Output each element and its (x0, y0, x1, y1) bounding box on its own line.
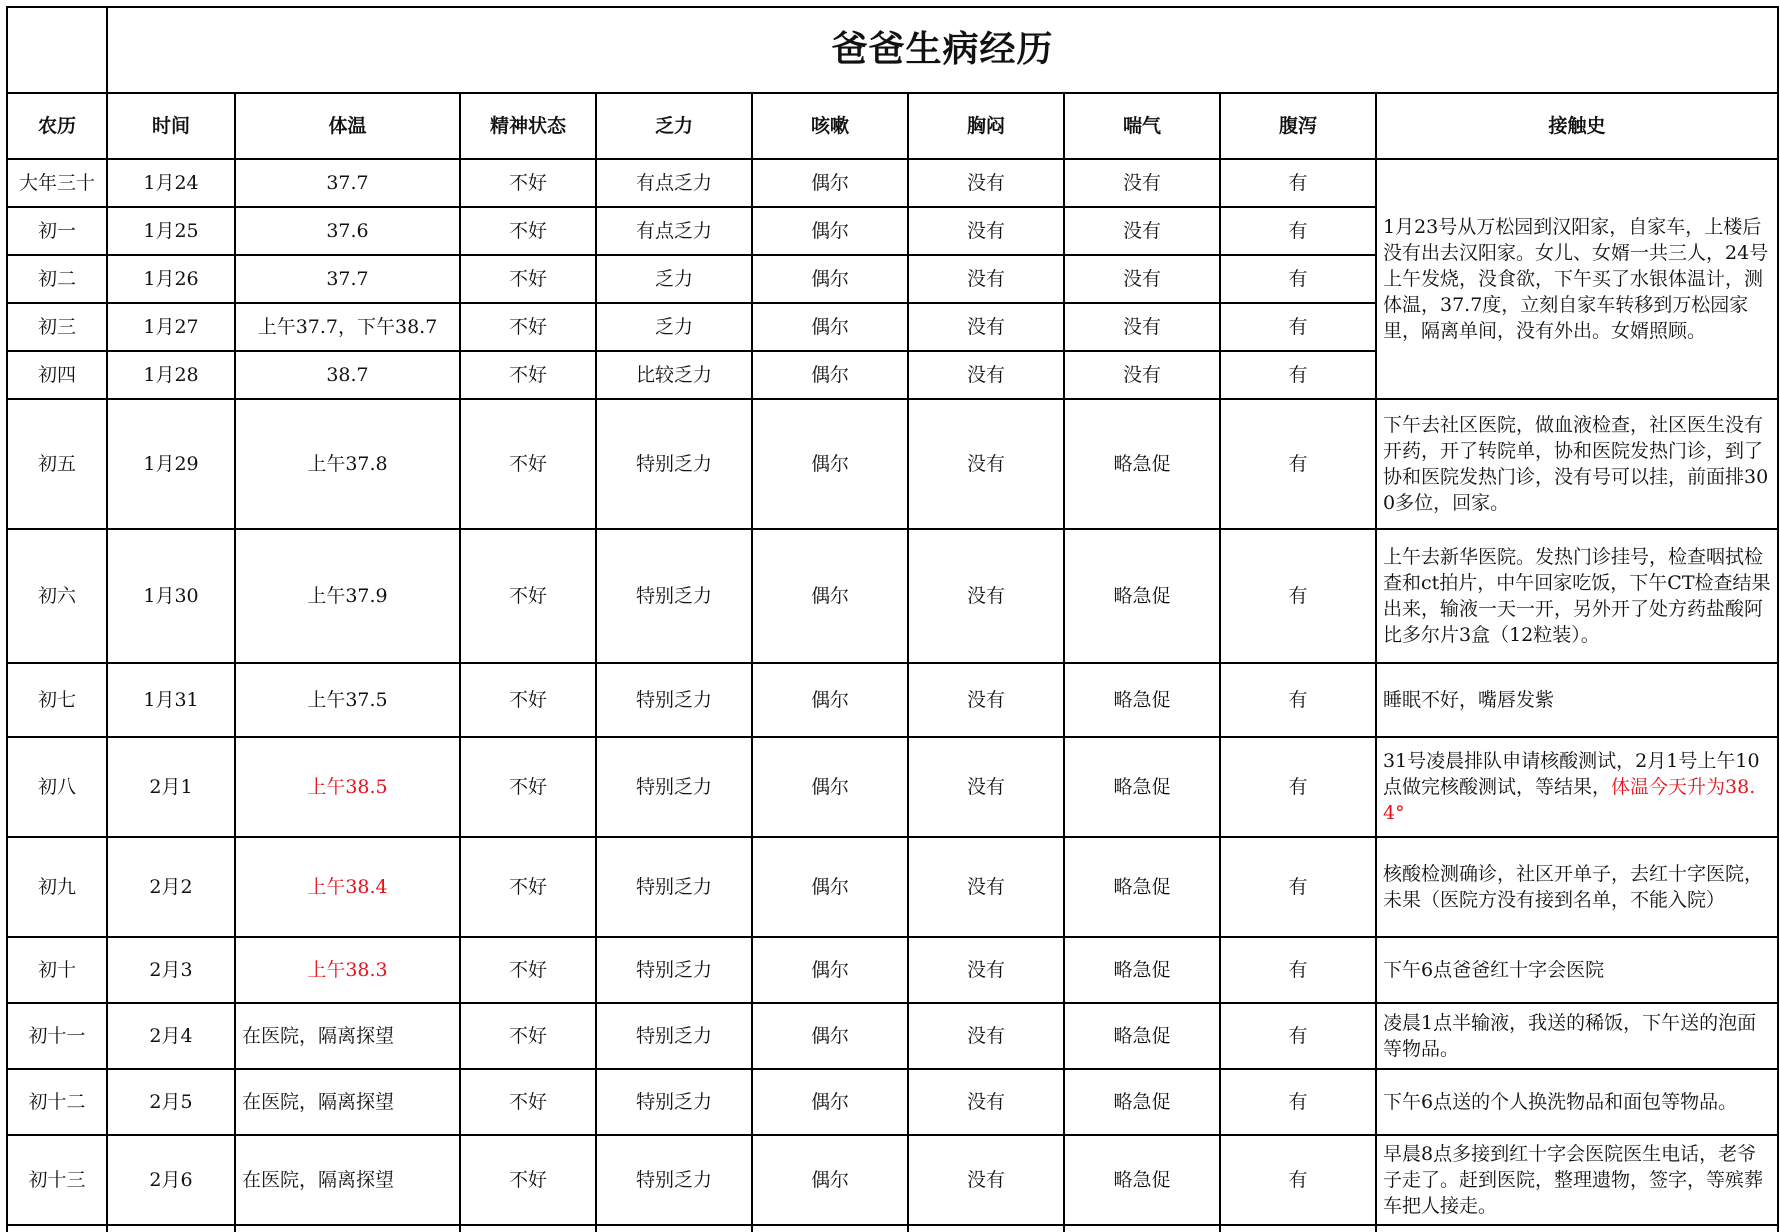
cell-mental[interactable]: 不好 (460, 1003, 596, 1069)
cell-temp[interactable]: 37.7 (235, 255, 460, 303)
cell-empty[interactable] (1064, 1225, 1220, 1232)
header-fatigue[interactable]: 乏力 (596, 93, 752, 159)
cell-mental[interactable]: 不好 (460, 255, 596, 303)
cell-mental[interactable]: 不好 (460, 159, 596, 207)
sheet-title[interactable]: 爸爸生病经历 (107, 7, 1778, 93)
cell-empty[interactable] (107, 1225, 235, 1232)
cell-chest[interactable]: 没有 (908, 255, 1064, 303)
cell-breath[interactable]: 没有 (1064, 351, 1220, 399)
header-chest[interactable]: 胸闷 (908, 93, 1064, 159)
cell-fatigue[interactable]: 特别乏力 (596, 737, 752, 837)
cell-mental[interactable]: 不好 (460, 937, 596, 1003)
cell-contact[interactable]: 睡眠不好，嘴唇发紫 (1376, 663, 1778, 737)
cell-diarrhea[interactable]: 有 (1220, 159, 1376, 207)
cell-diarrhea[interactable]: 有 (1220, 1003, 1376, 1069)
cell-chest[interactable]: 没有 (908, 1069, 1064, 1135)
cell-mental[interactable]: 不好 (460, 837, 596, 937)
cell-breath[interactable]: 没有 (1064, 255, 1220, 303)
cell-contact[interactable]: 下午去社区医院，做血液检查，社区医生没有开药，开了转院单，协和医院发热门诊，到了协和医院发热门诊，没有号可以挂，前面排300多位，回家。 (1376, 399, 1778, 529)
cell-fatigue[interactable]: 特别乏力 (596, 837, 752, 937)
cell-lunar[interactable]: 初六 (7, 529, 107, 663)
cell-contact[interactable]: 1月23号从万松园到汉阳家，自家车，上楼后没有出去汉阳家。女儿、女婿一共三人，24号上午发烧，没食欲，下午买了水银体温计，测体温，37.7度，立刻自家车转移到万松园家里，隔离单间，没有外出。女婿照顾。 (1376, 159, 1778, 399)
cell-diarrhea[interactable]: 有 (1220, 351, 1376, 399)
table-row (7, 529, 1778, 663)
cell-temp[interactable]: 上午37.5 (235, 663, 460, 737)
cell-cough[interactable]: 偶尔 (752, 1135, 908, 1225)
cell-contact[interactable]: 上午去新华医院。发热门诊挂号，检查咽拭检查和ct拍片，中午回家吃饭，下午CT检查结果出来，输液一天一开，另外开了处方药盐酸阿比多尔片3盒（12粒装）。 (1376, 529, 1778, 663)
cell-temp[interactable]: 38.7 (235, 351, 460, 399)
table-row (7, 663, 1778, 737)
cell-breath[interactable]: 略急促 (1064, 1069, 1220, 1135)
cell-fatigue[interactable]: 有点乏力 (596, 207, 752, 255)
cell-lunar[interactable]: 初二 (7, 255, 107, 303)
cell-fatigue[interactable]: 特别乏力 (596, 663, 752, 737)
cell-cough[interactable]: 偶尔 (752, 159, 908, 207)
cell-chest[interactable]: 没有 (908, 663, 1064, 737)
cell-cough[interactable]: 偶尔 (752, 529, 908, 663)
cell-mental[interactable]: 不好 (460, 303, 596, 351)
cell-lunar[interactable]: 初一 (7, 207, 107, 255)
cell-chest[interactable]: 没有 (908, 303, 1064, 351)
cell-temp[interactable]: 上午38.4 (235, 837, 460, 937)
cell-lunar[interactable]: 初十二 (7, 1069, 107, 1135)
cell-breath[interactable]: 没有 (1064, 303, 1220, 351)
cell-diarrhea[interactable]: 有 (1220, 937, 1376, 1003)
cell-date[interactable]: 1月31 (107, 663, 235, 737)
cell-chest[interactable]: 没有 (908, 1135, 1064, 1225)
cell-temp[interactable]: 在医院，隔离探望 (235, 1069, 460, 1135)
cell-lunar[interactable]: 初十三 (7, 1135, 107, 1225)
cell-cough[interactable]: 偶尔 (752, 837, 908, 937)
cell-diarrhea[interactable]: 有 (1220, 399, 1376, 529)
cell-date[interactable]: 1月24 (107, 159, 235, 207)
cell-chest[interactable]: 没有 (908, 399, 1064, 529)
cell-breath[interactable]: 略急促 (1064, 837, 1220, 937)
cell-fatigue[interactable]: 特别乏力 (596, 1069, 752, 1135)
cell-lunar[interactable]: 初十 (7, 937, 107, 1003)
cell-chest[interactable]: 没有 (908, 837, 1064, 937)
cell-fatigue[interactable]: 乏力 (596, 303, 752, 351)
header-breath[interactable]: 喘气 (1064, 93, 1220, 159)
cell-breath[interactable]: 略急促 (1064, 937, 1220, 1003)
header-temp[interactable]: 体温 (235, 93, 460, 159)
illness-record-table (6, 6, 1779, 1232)
cell-mental[interactable]: 不好 (460, 1069, 596, 1135)
cell-breath[interactable]: 没有 (1064, 207, 1220, 255)
table-row (7, 1069, 1778, 1135)
cell-contact[interactable]: 凌晨1点半输液，我送的稀饭，下午送的泡面等物品。 (1376, 1003, 1778, 1069)
cell-cough[interactable]: 偶尔 (752, 255, 908, 303)
cell-date[interactable]: 1月25 (107, 207, 235, 255)
table-row (7, 399, 1778, 529)
cell-breath[interactable]: 略急促 (1064, 663, 1220, 737)
header-diarrhea[interactable]: 腹泻 (1220, 93, 1376, 159)
cell-temp[interactable]: 上午38.5 (235, 737, 460, 837)
cell-empty[interactable] (908, 1225, 1064, 1232)
cell-diarrhea[interactable]: 有 (1220, 837, 1376, 937)
cell-empty[interactable] (235, 1225, 460, 1232)
table-row (7, 159, 1778, 207)
cell-breath[interactable]: 略急促 (1064, 1135, 1220, 1225)
cell-fatigue[interactable]: 比较乏力 (596, 351, 752, 399)
cell-diarrhea[interactable]: 有 (1220, 737, 1376, 837)
cell-cough[interactable]: 偶尔 (752, 737, 908, 837)
cell-empty[interactable] (752, 1225, 908, 1232)
table-row (7, 1003, 1778, 1069)
cell-breath[interactable]: 略急促 (1064, 399, 1220, 529)
cell-fatigue[interactable]: 特别乏力 (596, 1135, 752, 1225)
table-row (7, 937, 1778, 1003)
cell-fatigue[interactable]: 特别乏力 (596, 529, 752, 663)
cell-temp[interactable]: 37.6 (235, 207, 460, 255)
contact-text: 31号凌晨排队申请核酸测试，2月1号上午10点做完核酸测试，等结果， (1383, 750, 1760, 798)
cell-lunar[interactable]: 初三 (7, 303, 107, 351)
cell-date[interactable]: 1月30 (107, 529, 235, 663)
cell-mental[interactable]: 不好 (460, 1135, 596, 1225)
cell-cough[interactable]: 偶尔 (752, 399, 908, 529)
cell-empty[interactable] (1220, 1225, 1376, 1232)
cell-breath[interactable]: 略急促 (1064, 737, 1220, 837)
cell-chest[interactable]: 没有 (908, 351, 1064, 399)
header-date[interactable]: 时间 (107, 93, 235, 159)
cell-mental[interactable]: 不好 (460, 737, 596, 837)
cell-date[interactable]: 2月2 (107, 837, 235, 937)
cell-temp[interactable]: 37.7 (235, 159, 460, 207)
cell-date[interactable]: 2月5 (107, 1069, 235, 1135)
cell-mental[interactable]: 不好 (460, 663, 596, 737)
cell-chest[interactable]: 没有 (908, 737, 1064, 837)
cell-temp[interactable]: 在医院，隔离探望 (235, 1003, 460, 1069)
cell-chest[interactable]: 没有 (908, 529, 1064, 663)
spreadsheet (6, 6, 1779, 1232)
contact-highlight-text: 体温今天升为38.4° (1383, 776, 1756, 824)
cell-fatigue[interactable]: 特别乏力 (596, 1003, 752, 1069)
cell-cough[interactable]: 偶尔 (752, 1069, 908, 1135)
cell-temp[interactable]: 上午37.8 (235, 399, 460, 529)
cell-contact[interactable]: 下午6点送的个人换洗物品和面包等物品。 (1376, 1069, 1778, 1135)
cell-fatigue[interactable]: 特别乏力 (596, 937, 752, 1003)
cell-fatigue[interactable]: 乏力 (596, 255, 752, 303)
cell-diarrhea[interactable]: 有 (1220, 529, 1376, 663)
cell-fatigue[interactable]: 有点乏力 (596, 159, 752, 207)
cell-chest[interactable]: 没有 (908, 207, 1064, 255)
cell-empty[interactable] (460, 1225, 596, 1232)
cell-cough[interactable]: 偶尔 (752, 207, 908, 255)
cell-temp[interactable]: 上午38.3 (235, 937, 460, 1003)
cell-mental[interactable]: 不好 (460, 529, 596, 663)
cell-lunar[interactable]: 初七 (7, 663, 107, 737)
cell-date[interactable]: 1月27 (107, 303, 235, 351)
cell-mental[interactable]: 不好 (460, 207, 596, 255)
cell-diarrhea[interactable]: 有 (1220, 207, 1376, 255)
cell-temp[interactable]: 上午37.7，下午38.7 (235, 303, 460, 351)
cell-contact[interactable]: 早晨8点多接到红十字会医院医生电话，老爷子走了。赶到医院，整理遗物，签字，等殡葬车把人接走。 (1376, 1135, 1778, 1225)
cell-cough[interactable]: 偶尔 (752, 937, 908, 1003)
cell-diarrhea[interactable]: 有 (1220, 1069, 1376, 1135)
cell-lunar[interactable]: 初八 (7, 737, 107, 837)
cell-date[interactable]: 2月3 (107, 937, 235, 1003)
cell-chest[interactable]: 没有 (908, 937, 1064, 1003)
cell-diarrhea[interactable]: 有 (1220, 303, 1376, 351)
cell-cough[interactable]: 偶尔 (752, 351, 908, 399)
cell-diarrhea[interactable]: 有 (1220, 663, 1376, 737)
cell-temp[interactable]: 在医院，隔离探望 (235, 1135, 460, 1225)
cell-empty[interactable] (596, 1225, 752, 1232)
cell-breath[interactable]: 略急促 (1064, 1003, 1220, 1069)
cell-contact[interactable]: 下午6点爸爸红十字会医院 (1376, 937, 1778, 1003)
table-row (7, 1135, 1778, 1225)
cell-diarrhea[interactable]: 有 (1220, 1135, 1376, 1225)
cell-date[interactable]: 2月6 (107, 1135, 235, 1225)
cell-temp[interactable]: 上午37.9 (235, 529, 460, 663)
cell-chest[interactable]: 没有 (908, 1003, 1064, 1069)
cell-contact[interactable] (1376, 737, 1778, 837)
cell-mental[interactable]: 不好 (460, 351, 596, 399)
cell-mental[interactable]: 不好 (460, 399, 596, 529)
table-row (7, 737, 1778, 837)
cell-date[interactable]: 2月1 (107, 737, 235, 837)
cell-empty[interactable] (7, 1225, 107, 1232)
cell-date[interactable]: 1月26 (107, 255, 235, 303)
cell-lunar[interactable]: 初九 (7, 837, 107, 937)
table-row-partial (7, 1225, 1778, 1232)
table-row (7, 837, 1778, 937)
header-cough[interactable]: 咳嗽 (752, 93, 908, 159)
cell-date[interactable]: 1月29 (107, 399, 235, 529)
cell-fatigue[interactable]: 特别乏力 (596, 399, 752, 529)
cell-cough[interactable]: 偶尔 (752, 303, 908, 351)
cell-empty[interactable] (1376, 1225, 1778, 1232)
cell-lunar[interactable]: 初四 (7, 351, 107, 399)
cell-date[interactable]: 2月4 (107, 1003, 235, 1069)
cell-cough[interactable]: 偶尔 (752, 663, 908, 737)
cell-lunar[interactable]: 初十一 (7, 1003, 107, 1069)
cell-date[interactable]: 1月28 (107, 351, 235, 399)
cell-lunar[interactable]: 大年三十 (7, 159, 107, 207)
cell-breath[interactable]: 没有 (1064, 159, 1220, 207)
header-contact[interactable]: 接触史 (1376, 93, 1778, 159)
cell-lunar[interactable]: 初五 (7, 399, 107, 529)
cell-chest[interactable]: 没有 (908, 159, 1064, 207)
header-lunar[interactable]: 农历 (7, 93, 107, 159)
cell-breath[interactable]: 略急促 (1064, 529, 1220, 663)
cell-diarrhea[interactable]: 有 (1220, 255, 1376, 303)
header-mental[interactable]: 精神状态 (460, 93, 596, 159)
title-blank-cell[interactable] (7, 7, 107, 93)
cell-contact[interactable]: 核酸检测确诊，社区开单子，去红十字医院，未果（医院方没有接到名单，不能入院） (1376, 837, 1778, 937)
cell-cough[interactable]: 偶尔 (752, 1003, 908, 1069)
